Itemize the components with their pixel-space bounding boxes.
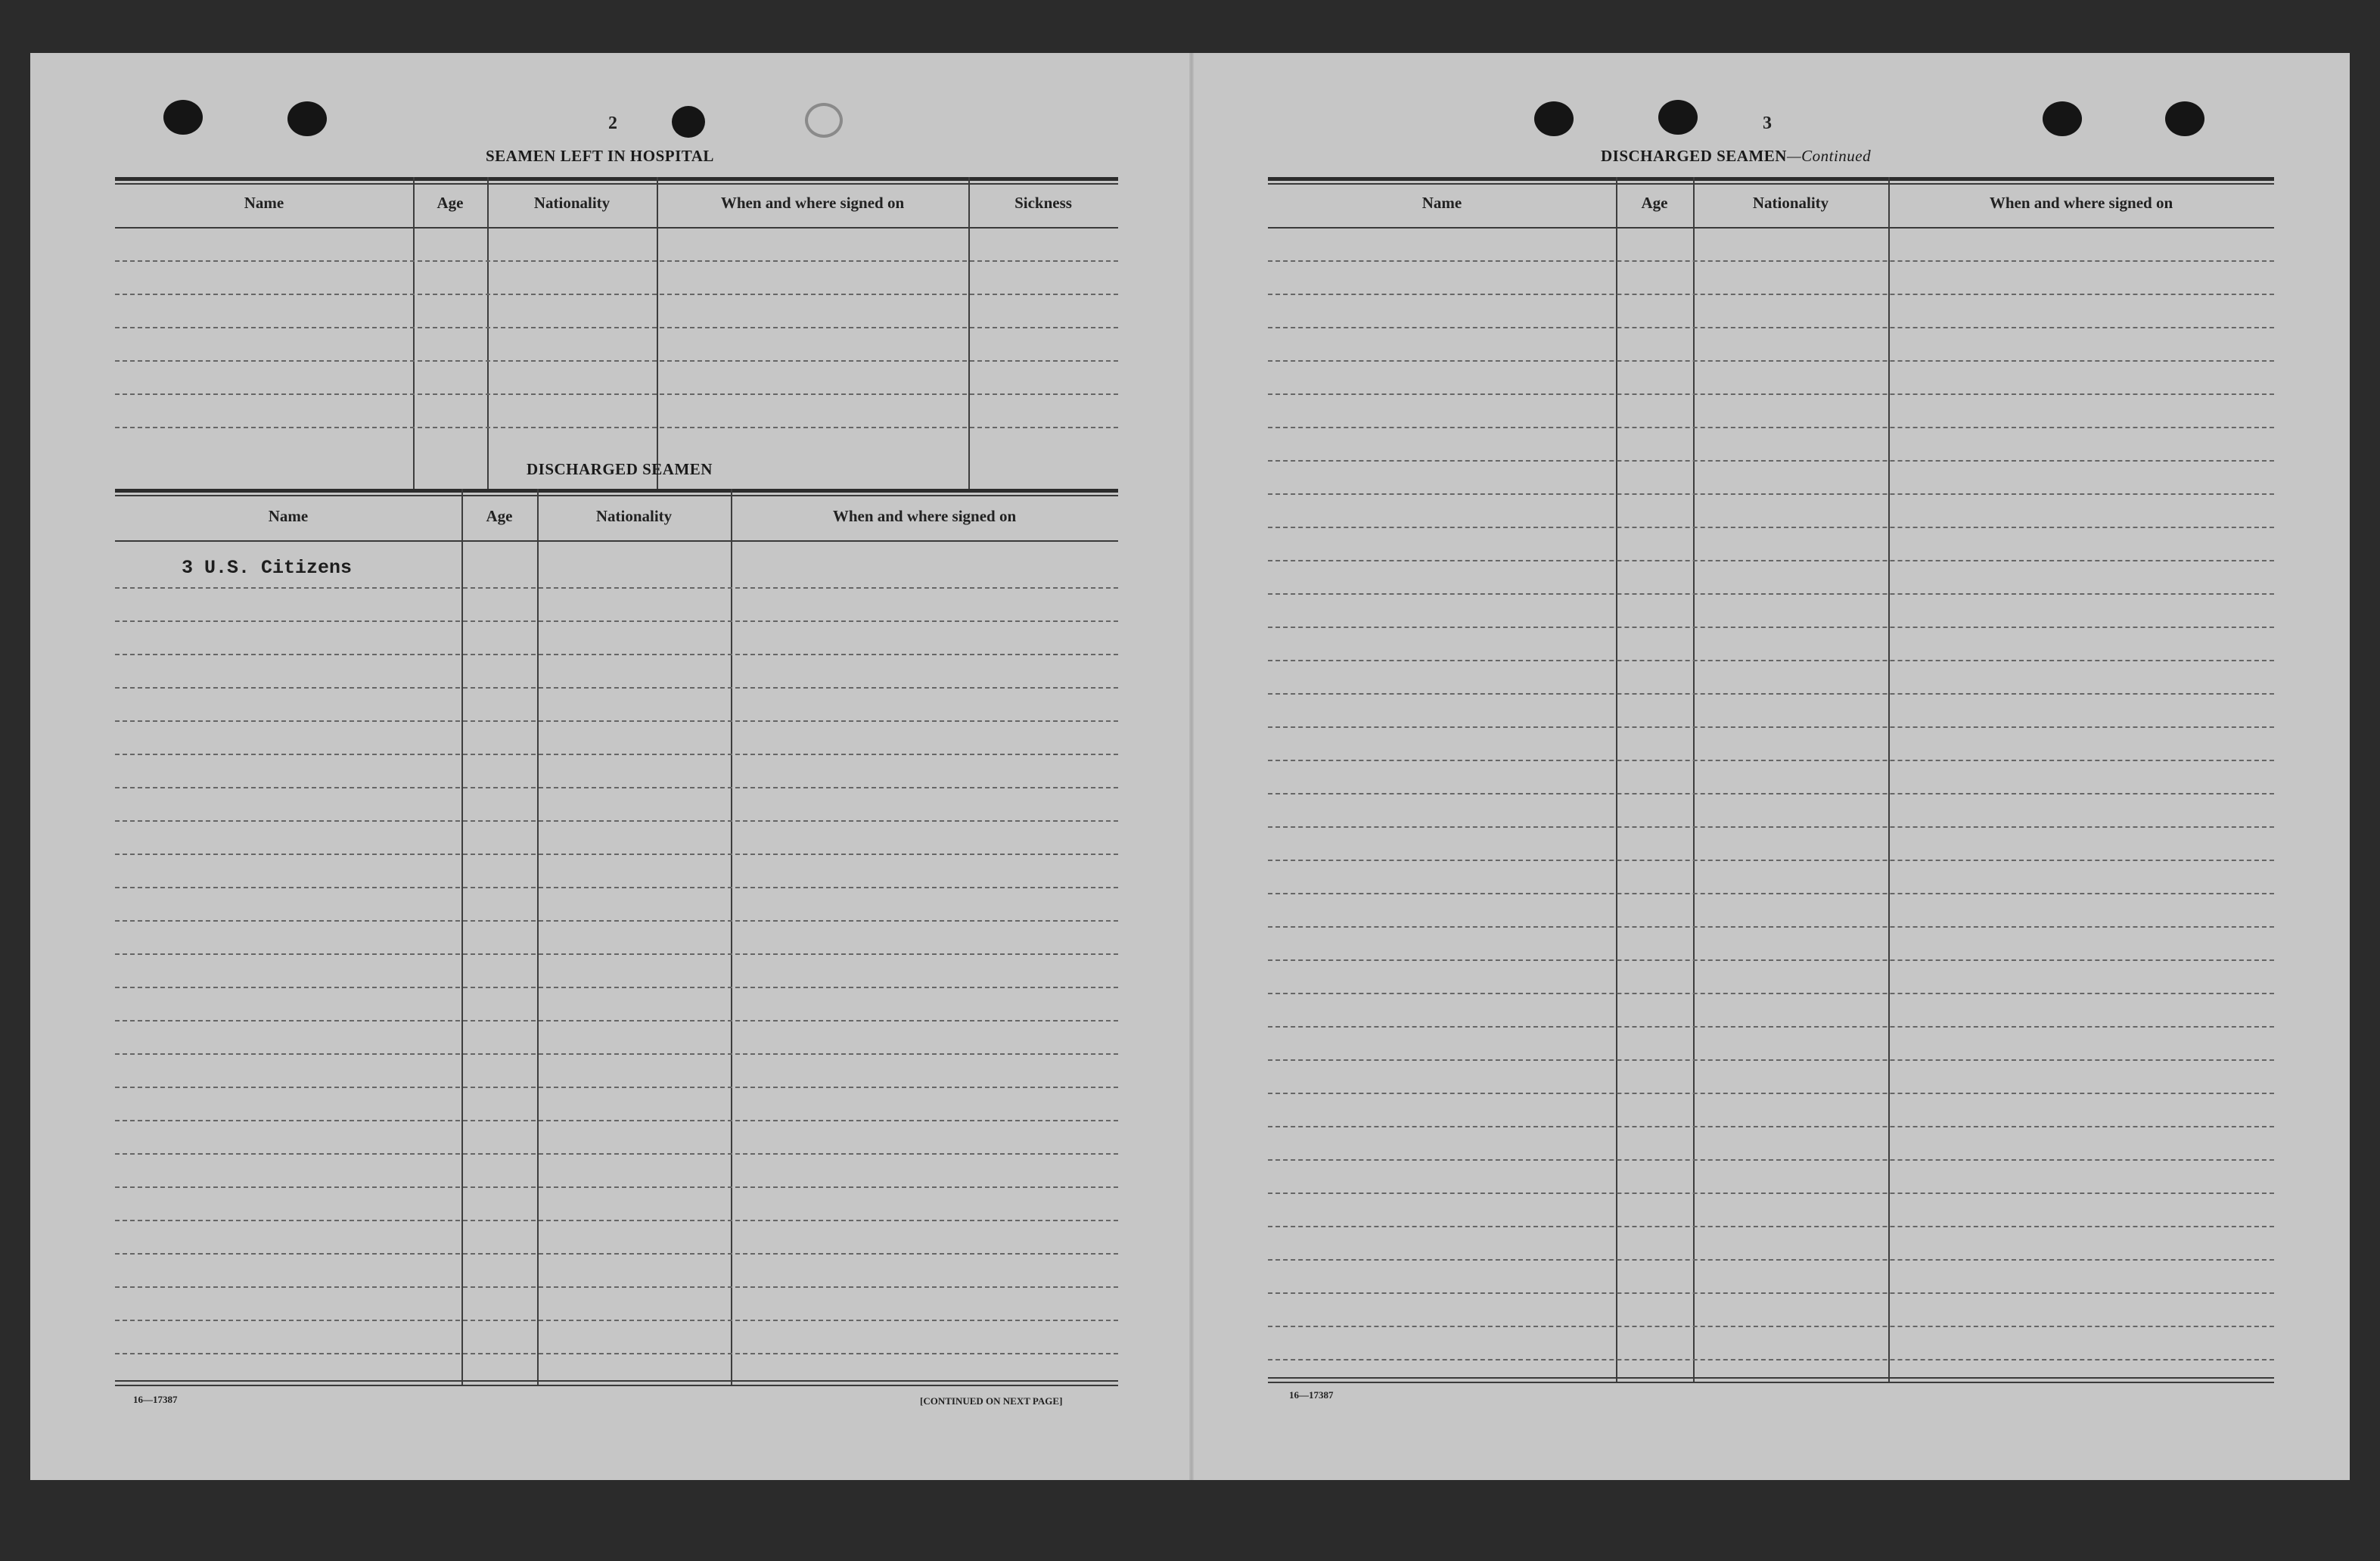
hospital-col-signed-on: When and where signed on (720, 194, 905, 212)
punch-hole-left-1 (163, 100, 203, 135)
discharged-col-age: Age (486, 507, 513, 525)
right-title-main: DISCHARGED SEAMEN (1601, 147, 1787, 165)
continued-note: [CONTINUED ON NEXT PAGE] (920, 1395, 1063, 1407)
right-form-number: 16—17387 (1289, 1389, 1334, 1401)
hospital-table (115, 177, 1118, 492)
hospital-col-name: Name (244, 194, 284, 212)
discharged-col-signed-on: When and where signed on (832, 507, 1017, 525)
right-page-number: 3 (1763, 113, 1772, 133)
discharged-table (115, 489, 1118, 1386)
center-fold (1189, 53, 1194, 1480)
right-section-title (1601, 147, 1871, 166)
punch-hole-right-3 (2043, 101, 2082, 136)
hospital-col-age: Age (437, 194, 464, 212)
discharged-continued-table (1268, 177, 2274, 1383)
right-title-continued: —Continued (1786, 147, 1872, 165)
left-form-number: 16—17387 (133, 1394, 178, 1405)
left-page-number: 2 (608, 113, 617, 133)
hospital-col-nationality: Nationality (533, 194, 611, 212)
punch-hole-ring-left (805, 103, 843, 138)
discharged-entry-citizens: 3 U.S. Citizens (182, 557, 353, 579)
right-col-signed-on: When and where signed on (1989, 194, 2173, 212)
punch-hole-right-4 (2165, 101, 2204, 136)
punch-hole-right-1 (1534, 101, 1574, 136)
punch-hole-right-2 (1658, 100, 1698, 135)
punch-hole-left-3 (672, 106, 705, 138)
discharged-section-title: DISCHARGED SEAMEN (527, 460, 713, 478)
hospital-section-title: SEAMEN LEFT IN HOSPITAL (486, 147, 714, 165)
right-col-nationality: Nationality (1752, 194, 1829, 212)
discharged-col-nationality: Nationality (595, 507, 673, 525)
document-sheet (30, 53, 2350, 1480)
discharged-col-name: Name (268, 507, 309, 525)
right-col-name: Name (1421, 194, 1462, 212)
hospital-col-sickness: Sickness (1014, 194, 1072, 212)
punch-hole-left-2 (287, 101, 327, 136)
right-col-age: Age (1641, 194, 1668, 212)
